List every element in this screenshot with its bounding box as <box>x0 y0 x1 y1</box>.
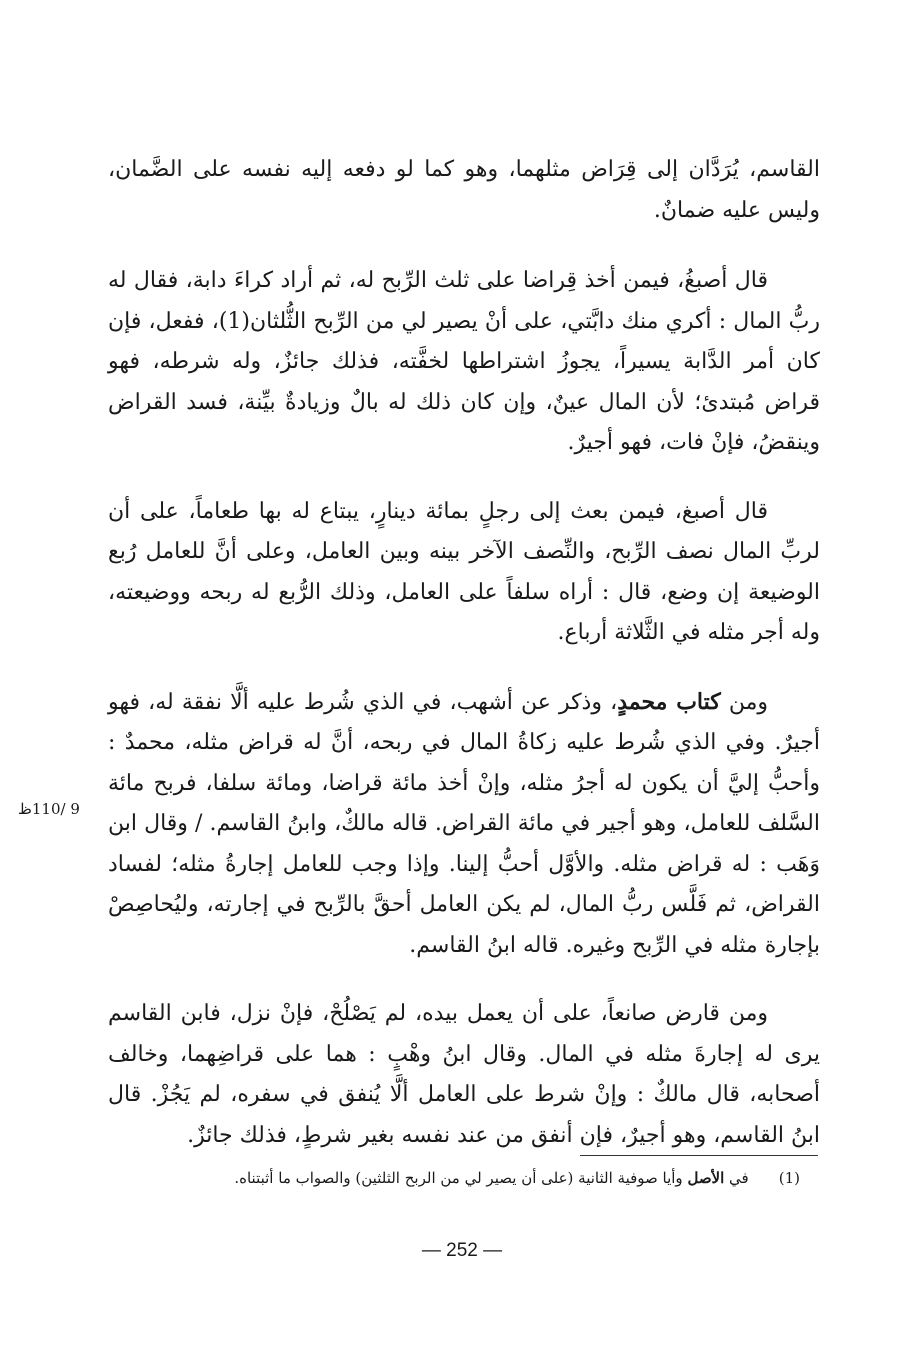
paragraph-4 <box>108 682 820 967</box>
page-body <box>108 150 820 1156</box>
paragraph-3: قال أصبغ، فيمن بعث إلى رجلٍ بمائة دينارٍ، يبتاع له بها طعاماً، على أن لربِّ المال نصف الرِّبح، والنِّصف الآخر بينه وبين العامل، وعلى أنَّ للعامل رُبع الوضيعة إن وضع، قال : أراه سلفاً على العامل، وذلك الرُّبع له ربحه ووضيعته، وله أجر مثله في الثَّلاثة أرباع. <box>108 498 820 645</box>
paragraph-4-lead: ومن <box>720 689 768 715</box>
footnote-text: وأيا صوفية الثانية (على أن يصير لي من الربح الثلثين) والصواب ما أثبتناه. <box>234 1169 688 1187</box>
paragraph-1: القاسم، يُرَدَّان إلى قِرَاض مثلهما، وهو كما لو دفعه إليه نفسه على الضَّمان، وليس عليه ضمانٌ. <box>108 157 820 223</box>
book-title: كتاب محمدٍ <box>617 688 721 715</box>
footnote-lead: في <box>724 1169 749 1187</box>
footnote-divider <box>580 1155 818 1156</box>
paragraph-5: ومن قارض صانعاً، على أن يعمل بيده، لم يَصْلُحْ، فإنْ نزل، فابن القاسم يرى له إجارةَ مثله في المال. وقال ابنُ وهْبٍ : هما على قراضِهما، وخالف أصحابه، قال مالكٌ : وإنْ شرط على العامل ألَّا يُنفق في سفره، لم يَجُزْ. قال ابنُ القاسم، وهو أجيرٌ، فإن أنفق من عند نفسه بغير شرطٍ، فذلك جائزٌ. <box>108 1001 820 1148</box>
page-number: — 252 — <box>421 1240 503 1261</box>
footnote <box>180 1164 800 1192</box>
paragraph-2: قال أصبغُ، فيمن أخذ قِراضا على ثلث الرِّبح له، ثم أراد كراءَ دابة، فقال له ربُّ المال : أكري منك دابَّتي، على أنْ يصير لي من الرِّبح الثُّلثان(1)، ففعل، فإن كان أمر الدَّابة يسيراً، يجوزُ اشتراطها لخفَّته، فذلك جائزٌ، وله شرطه، فهو قراض مُبتدئ؛ لأن المال عينٌ، وإن كان ذلك له بالٌ وزيادةٌ بيِّنة، فسد القراض وينقضُ، فإنْ فات، فهو أجيرٌ. <box>108 268 820 455</box>
manuscript-folio-note: 9 /110ظ <box>18 800 80 818</box>
footnote-bold: الأصل <box>687 1169 725 1187</box>
footnote-number: (1) <box>778 1169 800 1187</box>
paragraph-4-text: ، وذكر عن أشهب، في الذي شُرط عليه ألَّا نفقة له، فهو أجيرٌ. وفي الذي شُرط عليه زكاةُ المال في ربحه، أنَّ له قراض مثله، محمدٌ : وأحبُّ إليَّ أن يكون له أجرُ مثله، وإنْ أخذ مائة قراضا، ومائة سلفا، فربح مائة السَّلف للعامل، وهو أجير في مائة القراض. قاله مالكٌ، وابنُ القاسم. / وقال ابن وَهَب : له قراض مثله. والأوَّل أحبُّ إلينا. وإذا وجب للعامل إجارةُ مثله؛ لفساد القراض، ثم فَلَّس ربُّ المال، لم يكن العامل أحقَّ بالرِّبح في إجارته، وليُحاصِصْ بإجارة مثله في الرِّبح وغيره. قاله ابنُ القاسم. <box>108 689 820 958</box>
